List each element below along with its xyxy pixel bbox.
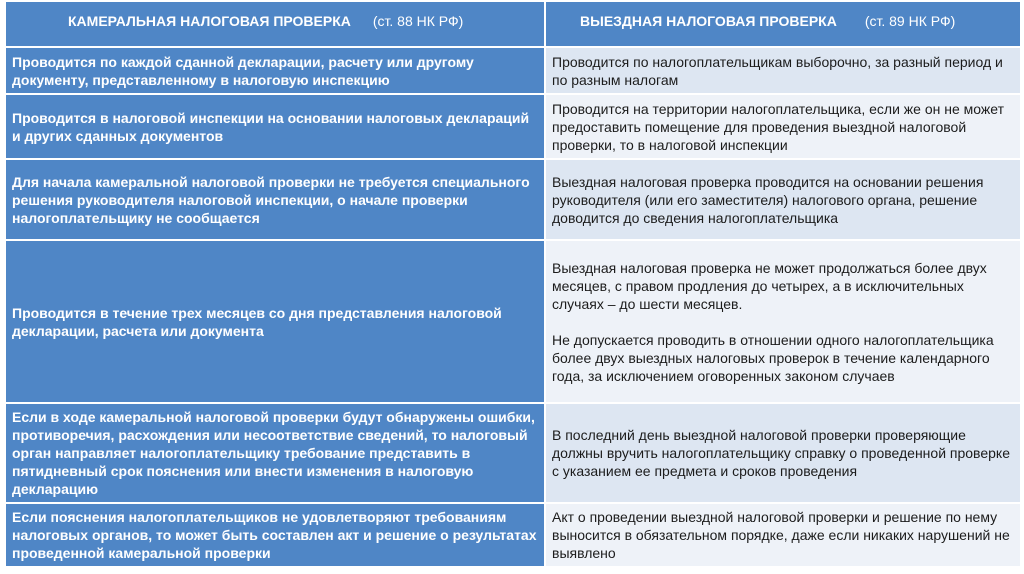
cameral-cell: Проводится в течение трех месяцев со дня представления налоговой декларации, расчета или документа — [5, 240, 545, 403]
header-field-article: (ст. 89 НК РФ) — [864, 13, 956, 29]
field-cell-paragraph: Не допускается проводить в отношении одного налогоплательщика более двух выездных налоговых проверок в течение календарного года, за исключением оговоренных законом случаев — [552, 331, 994, 384]
cameral-cell: Если пояснения налогоплательщиков не удовлетворяют требованиям налоговых органов, то может быть составлен акт и решение о результатах проведенной камеральной проверки — [5, 503, 545, 567]
field-cell: Проводится на территории налогоплательщика, если же он не может предоставить помещение для проведения выездной налоговой проверки, то в налоговой инспекции — [545, 94, 1021, 159]
table-row — [5, 503, 1021, 567]
cameral-cell: Проводится в налоговой инспекции на основании налоговых деклараций и других сданных документов — [5, 94, 545, 159]
header-field-title: ВЫЕЗДНАЯ НАЛОГОВАЯ ПРОВЕРКА — [580, 13, 837, 29]
cameral-cell: Если в ходе камеральной налоговой проверки будут обнаружены ошибки, противоречия, расхождения или несоответствие сведений, то налоговый орган направляет налогоплательщику требование представить в пятидневный срок пояснения или внести изменения в налоговую декларацию — [5, 403, 545, 503]
field-cell: Выездная налоговая проверка проводится на основании решения руководителя (или его заместителя) налогового органа, решение доводится до сведения налогоплательщика — [545, 159, 1021, 240]
field-cell: В последний день выездной налоговой проверки проверяющие должны вручить налогоплательщику справку о проведенной проверке с указанием ее предмета и сроков проведения — [545, 403, 1021, 503]
table-row — [5, 403, 1021, 503]
table-row — [5, 159, 1021, 240]
header-cameral — [5, 1, 545, 47]
field-cell: Акт о проведении выездной налоговой проверки и решение по нему выносится в обязательном порядке, даже если никаких нарушений не выявлено — [545, 503, 1021, 567]
header-field — [545, 1, 1021, 47]
field-cell-paragraph: Выездная налоговая проверка не может продолжаться более двух месяцев, с правом продления до четырех, а в исключительных случаях – до шести месяцев. — [552, 259, 987, 312]
cameral-cell: Проводится по каждой сданной декларации, расчету или другому документу, представленному в налоговую инспекцию — [5, 47, 545, 94]
table-row — [5, 47, 1021, 94]
field-cell: Проводится по налогоплательщикам выборочно, за разный период и по разным налогам — [545, 47, 1021, 94]
comparison-table — [4, 0, 1022, 568]
header-row — [5, 1, 1021, 47]
cameral-cell: Для начала камеральной налоговой проверки не требуется специального решения руководителя налоговой инспекции, о начале проверки налогоплательщику не сообщается — [5, 159, 545, 240]
table-row — [5, 94, 1021, 159]
header-cameral-article: (ст. 88 НК РФ) — [372, 13, 464, 29]
table-row — [5, 240, 1021, 403]
field-cell — [545, 240, 1021, 403]
header-cameral-title: КАМЕРАЛЬНАЯ НАЛОГОВАЯ ПРОВЕРКА — [68, 13, 351, 29]
